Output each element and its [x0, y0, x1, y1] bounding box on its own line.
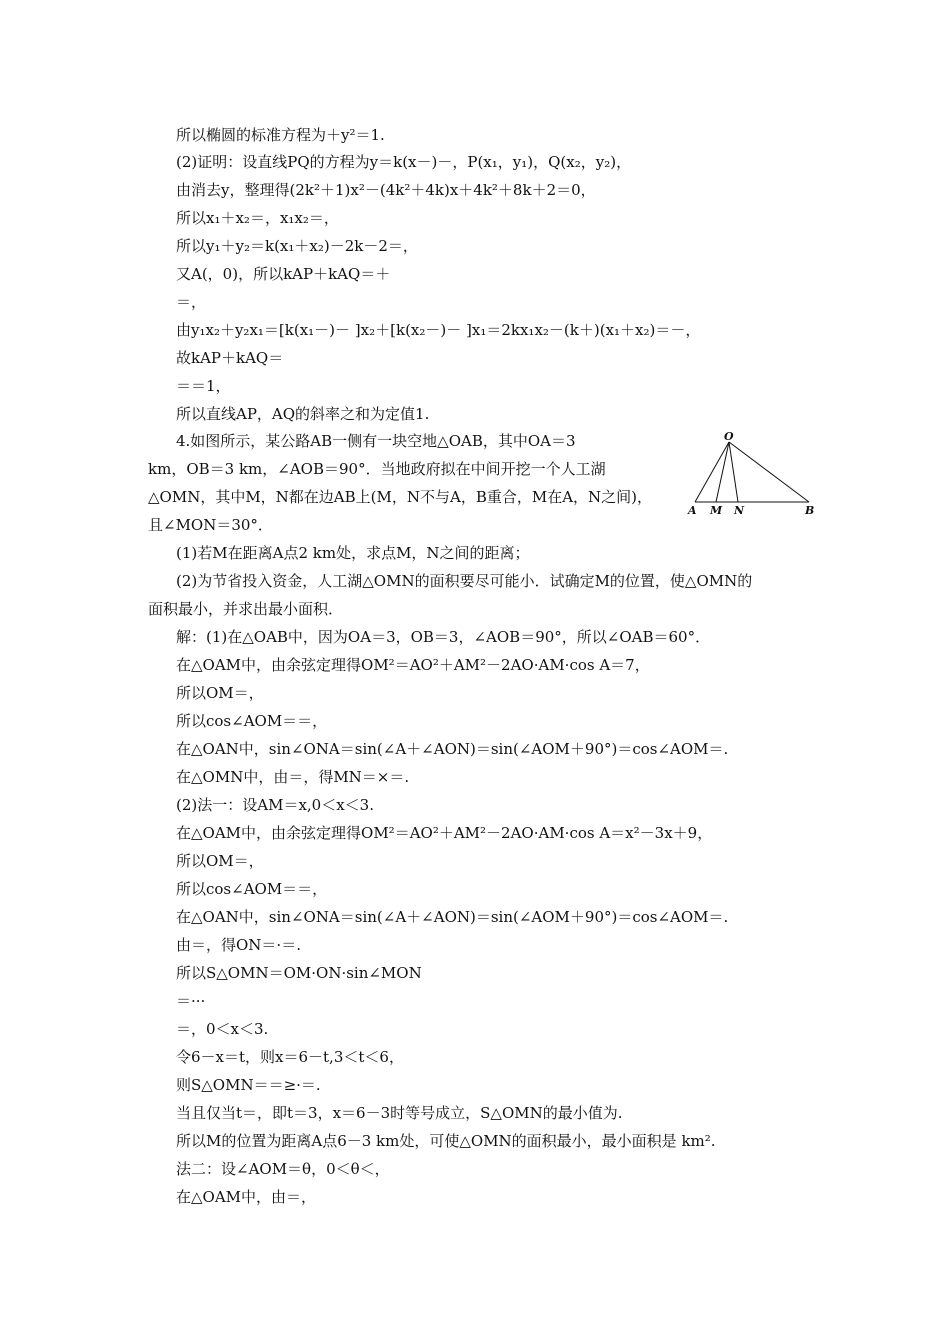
text-line: ＝，0＜x＜3.	[176, 1020, 269, 1038]
text-line: 当且仅当t＝，即t＝3，x＝6－3时等号成立，S△OMN的最小值为.	[176, 1104, 623, 1122]
segment-on	[729, 442, 738, 502]
edge-oa	[695, 442, 729, 502]
text-line: 在△OAN中，sin∠ONA＝sin(∠A＋∠AON)＝sin(∠AOM＋90°)＝cos∠AOM＝.	[176, 740, 729, 758]
problem-4-line: 且∠MON＝30°．	[148, 516, 273, 534]
label-o: O	[724, 430, 734, 443]
text-line: 面积最小，并求出最小面积．	[148, 600, 344, 618]
edge-ob	[729, 442, 809, 502]
text-line: 又A(，0)，所以kAP＋kAQ＝＋	[176, 265, 391, 283]
text-line: 在△OMN中，由＝，得MN＝×＝.	[176, 768, 410, 786]
text-line: 所以x₁＋x₂＝，x₁x₂＝，	[176, 209, 339, 227]
label-a: A	[688, 504, 697, 517]
text-line: 所以M的位置为距离A点6－3 km处，可使△OMN的面积最小，最小面积是 km².	[176, 1132, 716, 1150]
text-line: 所以cos∠AOM＝＝，	[176, 880, 328, 898]
label-b: B	[805, 504, 815, 517]
problem-4-line: 4.如图所示，某公路AB一侧有一块空地△OAB，其中OA＝3	[176, 432, 576, 450]
text-line: ＝＝1，	[176, 377, 231, 395]
text-line: 所以OM＝，	[176, 684, 264, 702]
text-line: ＝···	[176, 992, 206, 1010]
text-line: 所以椭圆的标准方程为＋y²＝1.	[176, 126, 385, 144]
text-line: 在△OAM中，由＝，	[176, 1188, 317, 1206]
text-line: 故kAP＋kAQ＝	[176, 349, 284, 367]
text-line: (2)为节省投入资金，人工湖△OMN的面积要尽可能小．试确定M的位置，使△OMN的	[176, 572, 753, 590]
text-line: 由＝，得ON＝·＝.	[176, 936, 301, 954]
problem-4-line: km，OB＝3 km，∠AOB＝90°．当地政府拟在中间开挖一个人工湖	[148, 460, 606, 478]
text-line: 所以cos∠AOM＝＝，	[176, 712, 328, 730]
text-line: 在△OAM中，由余弦定理得OM²＝AO²＋AM²－2AO·AM·cos A＝x²－3x＋9，	[176, 824, 713, 842]
text-line: (2)证明：设直线PQ的方程为y＝k(x－)－，P(x₁，y₁)，Q(x₂，y₂)，	[176, 153, 632, 171]
text-line: 由y₁x₂＋y₂x₁＝[k(x₁－)－ ]x₂＋[k(x₂－)－ ]x₁＝2kx₁x₂－(k＋)(x₁＋x₂)＝－，	[176, 321, 701, 339]
label-m: M	[710, 504, 723, 517]
text-line: 法二：设∠AOM＝θ，0＜θ＜，	[176, 1160, 390, 1178]
text-line: 令6－x＝t，则x＝6－t,3＜t＜6，	[176, 1048, 404, 1066]
triangle-figure	[683, 430, 828, 518]
text-line: 在△OAM中，由余弦定理得OM²＝AO²＋AM²－2AO·AM·cos A＝7，	[176, 656, 650, 674]
text-line: (1)若M在距离A点2 km处，求点M，N之间的距离；	[176, 544, 530, 562]
text-line: 所以OM＝，	[176, 852, 264, 870]
text-line: 则S△OMN＝＝≥·＝.	[176, 1076, 321, 1094]
label-n: N	[734, 504, 745, 517]
text-line: 所以S△OMN＝OM·ON·sin∠MON	[176, 964, 422, 982]
segment-om	[716, 442, 729, 502]
text-line: ＝，	[176, 293, 207, 311]
text-line: (2)法一：设AM＝x,0＜x＜3.	[176, 796, 374, 814]
text-line: 所以y₁＋y₂＝k(x₁＋x₂)－2k－2＝，	[176, 237, 418, 255]
text-line: 由消去y，整理得(2k²＋1)x²－(4k²＋4k)x＋4k²＋8k＋2＝0，	[176, 181, 596, 199]
text-line: 解：(1)在△OAB中，因为OA＝3，OB＝3，∠AOB＝90°，所以∠OAB＝60°．	[176, 628, 711, 646]
text-line: 在△OAN中，sin∠ONA＝sin(∠A＋∠AON)＝sin(∠AOM＋90°)＝cos∠AOM＝.	[176, 908, 729, 926]
problem-4-line: △OMN，其中M，N都在边AB上(M，N不与A，B重合，M在A，N之间)，	[148, 488, 653, 506]
text-line: 所以直线AP，AQ的斜率之和为定值1.	[176, 405, 430, 423]
